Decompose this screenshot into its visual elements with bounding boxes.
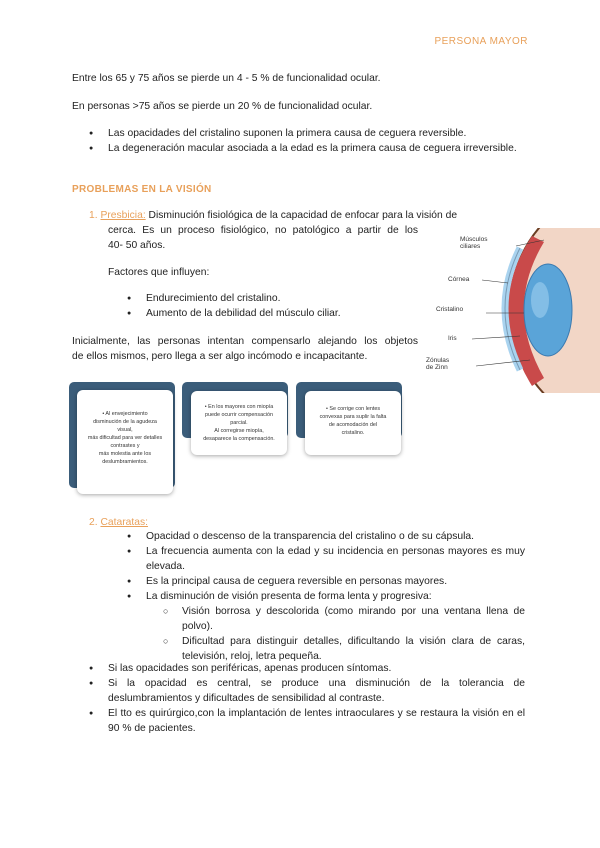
cataratas-heading <box>89 515 148 530</box>
box-line: de acomodación del <box>328 422 378 428</box>
list-item: ● Si la opacidad es central, se produce una disminución de la tolerancia de deslumbramientos y dificultades de sensibilidad al contraste. <box>89 676 525 706</box>
box-line: Al corregirse miopía, <box>214 428 264 434</box>
list-item: ● Endurecimiento del cristalino. <box>127 291 417 306</box>
label-de-zinn: de Zinn <box>426 364 448 371</box>
pointer-line <box>482 280 508 283</box>
label-musculos: Músculos <box>460 236 488 243</box>
list-item: ● El tto es quirúrgico,con la implantación de lentes intraoculares y se restaura la visión en el 90 % de pacientes. <box>89 706 525 736</box>
presbicia-line-3: 40- 50 años. <box>108 240 166 251</box>
list-item: ● Si las opacidades son periféricas, apenas producen síntomas. <box>89 661 525 676</box>
lens <box>524 264 572 356</box>
cataratas-outer-list <box>89 661 525 736</box>
cataratas-term: Cataratas: <box>100 517 148 528</box>
list-item: ● La degeneración macular asociada a la edad es la primera causa de ceguera irreversible. <box>89 141 524 156</box>
box-line: • Se corrige con lentes <box>325 406 381 412</box>
box-line: contrastes y <box>110 443 140 449</box>
label-cornea: Córnea <box>448 276 470 283</box>
list-item: ○ Visión borrosa y descolorida (como mirando por una ventana llena de polvo). <box>163 604 525 634</box>
diagram-box-1 <box>77 390 173 494</box>
presbicia-line-1 <box>89 208 524 223</box>
box-line: más dificultad para ver detalles <box>87 435 163 441</box>
box-line: más molestia ante los <box>98 451 152 457</box>
label-iris: Iris <box>448 335 457 342</box>
box-line: • Al envejecimiento <box>102 411 148 417</box>
intro-paragraph-1: Entre los 65 y 75 años se pierde un 4 - 5 % de funcionalidad ocular. <box>72 73 381 84</box>
label-ciliares: ciliares <box>460 243 481 250</box>
section-title: PROBLEMAS EN LA VISIÓN <box>72 184 212 195</box>
lens-highlight <box>531 282 549 318</box>
cataratas-sub-list <box>163 604 525 664</box>
box-line: disminución de la agudeza <box>93 419 157 425</box>
list-item: ● Las opacidades del cristalino suponen la primera causa de ceguera reversible. <box>89 126 524 141</box>
presbicia-text: Disminución fisiológica de la capacidad de enfocar para la visión de <box>145 210 458 221</box>
box-line: • En los mayores con miopía <box>204 404 274 410</box>
box-line: visual, <box>117 427 133 433</box>
factors-list <box>127 291 417 321</box>
list-item: ● La disminución de visión presenta de forma lenta y progresiva: <box>127 589 525 604</box>
box-line: parcial. <box>230 420 248 426</box>
item-number: 2. <box>89 517 98 528</box>
list-item: ● Opacidad o descenso de la transparencia del cristalino o de su cápsula. <box>127 529 525 544</box>
box-line: convexas para suplir la falta <box>319 414 387 420</box>
diagram-box-3 <box>305 391 401 455</box>
intro-bullet-list <box>89 126 524 156</box>
diagram-box-2 <box>191 391 287 455</box>
compensation-line-1: Inicialmente, las personas intentan compensarlo alejando los objetos <box>72 336 418 347</box>
compensation-line-2: de ellos mismos, pero llega a ser algo incómodo e incapacitante. <box>72 351 368 362</box>
list-item: ● Aumento de la debilidad del músculo ciliar. <box>127 306 417 321</box>
box-line: deslumbramientos. <box>102 459 148 465</box>
item-number: 1. <box>89 210 98 221</box>
list-item: ● Es la principal causa de ceguera reversible en personas mayores. <box>127 574 525 589</box>
label-cristalino: Cristalino <box>436 306 464 313</box>
presbicia-term: Presbicia: <box>100 210 146 221</box>
box-line: puede ocurrir compensación <box>204 412 274 418</box>
presbicia-line-2: cerca. Es un proceso fisiológico, no patológico a partir de los <box>108 225 418 236</box>
box-line: cristalino. <box>341 430 365 436</box>
box-line: desaparece la compensación. <box>203 436 275 442</box>
page-header: PERSONA MAYOR <box>434 36 528 47</box>
label-zonulas: Zónulas <box>426 357 450 364</box>
factors-title: Factores que influyen: <box>108 267 210 278</box>
eye-diagram <box>420 228 600 393</box>
intro-paragraph-2: En personas >75 años se pierde un 20 % de funcionalidad ocular. <box>72 101 373 112</box>
list-item: ○ Dificultad para distinguir detalles, dificultando la visión clara de caras, televisión, reloj, letra pequeña. <box>163 634 525 664</box>
list-item: ● La frecuencia aumenta con la edad y su incidencia en personas mayores es muy elevada. <box>127 544 525 574</box>
cataratas-list <box>127 529 525 604</box>
